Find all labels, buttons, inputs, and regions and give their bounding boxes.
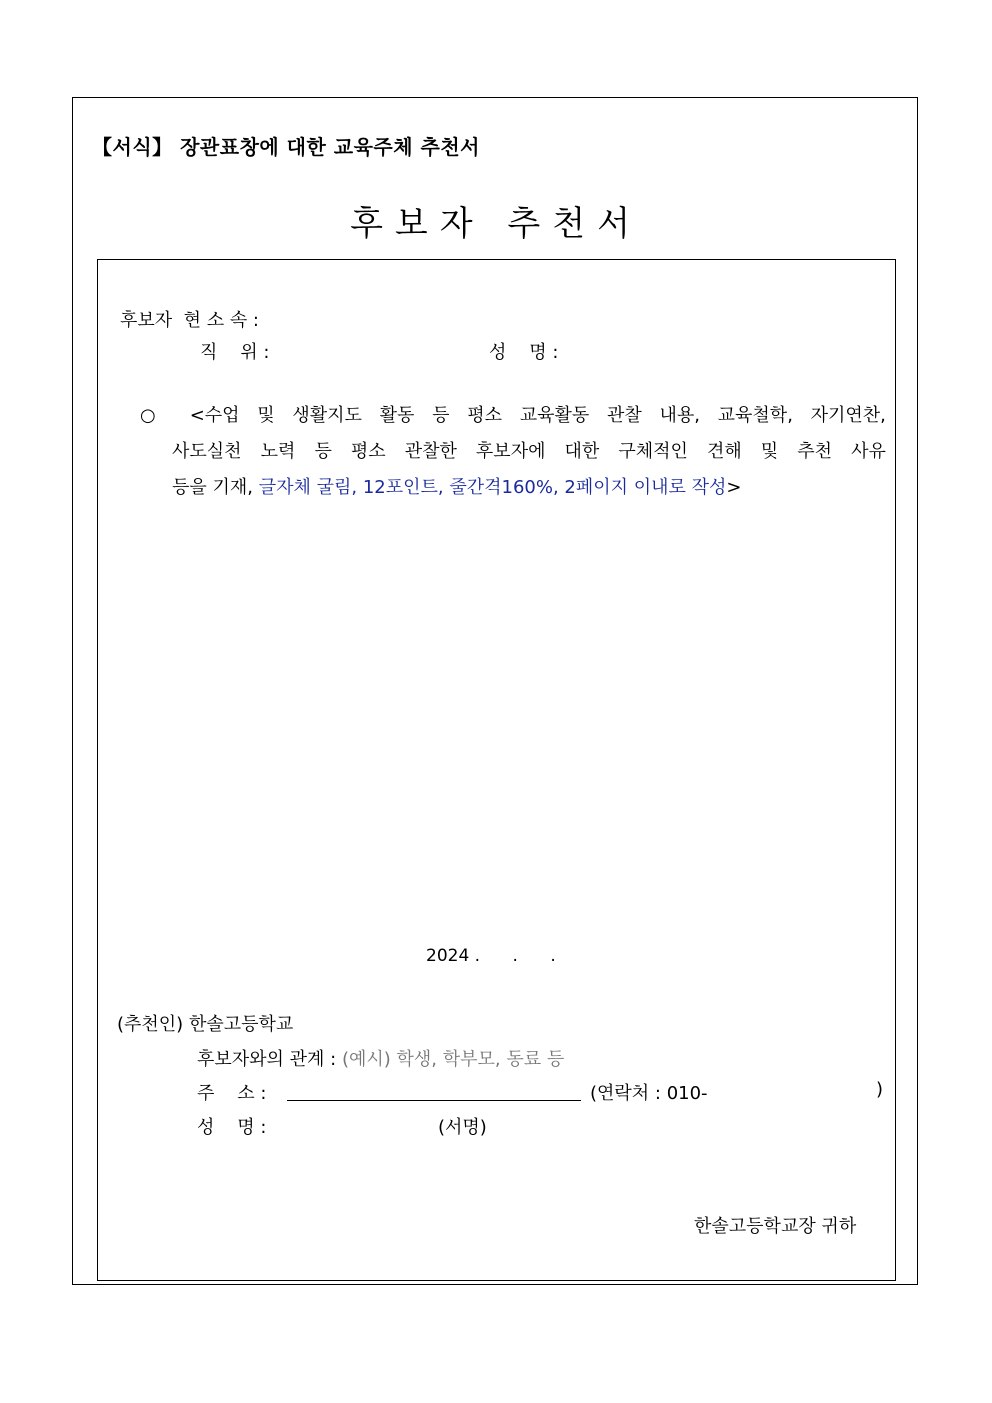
recommender-name-label: 성 명 :	[197, 1117, 267, 1138]
address-label: 주 소 :	[197, 1083, 267, 1104]
recommender-label: (추천인)	[117, 1014, 184, 1035]
format-guideline: 글자체 굴림, 12포인트, 줄간격160%, 2페이지 이내로 작성	[258, 477, 727, 498]
relation-label: 후보자와의 관계 :	[197, 1049, 337, 1070]
contact-label: (연락처 : 010-	[590, 1083, 708, 1104]
circle-bullet-icon: ○	[140, 405, 156, 426]
relation-line	[197, 1045, 564, 1071]
addressee: 한솔고등학교장 귀하	[694, 1216, 857, 1237]
instruction-line-3: 등을 기재, 글자체 굴림, 12포인트, 줄간격160%, 2페이지 이내로 작성>	[172, 477, 742, 498]
address-underline	[287, 1100, 581, 1101]
instruction-paragraph	[140, 398, 886, 506]
recommender-line	[117, 1010, 293, 1036]
instruction-line-2: 사도실천 노력 등 평소 관찰한 후보자에 대한 구체적인 견해 및 추천 사유	[172, 441, 886, 462]
signature-label: (서명)	[438, 1117, 487, 1138]
contact-close: )	[876, 1079, 884, 1100]
document-title: 후보자 추천서	[350, 204, 642, 244]
relation-example: (예시) 학생, 학부모, 동료 등	[341, 1049, 565, 1070]
position-label: 직 위 :	[200, 342, 270, 363]
date-line: 2024 . . .	[426, 946, 556, 966]
instruction-line-1: ○ <수업 및 생활지도 활동 등 평소 교육활동 관찰 내용, 교육철학, 자기연찬,	[140, 398, 886, 434]
form-label: 【서식】 장관표창에 대한 교육주체 추천서	[92, 135, 480, 159]
recommender-school: 한솔고등학교	[188, 1014, 294, 1035]
candidate-name-label: 성 명 :	[489, 342, 559, 363]
affiliation-label: 후보자 현 소 속 :	[120, 310, 260, 331]
